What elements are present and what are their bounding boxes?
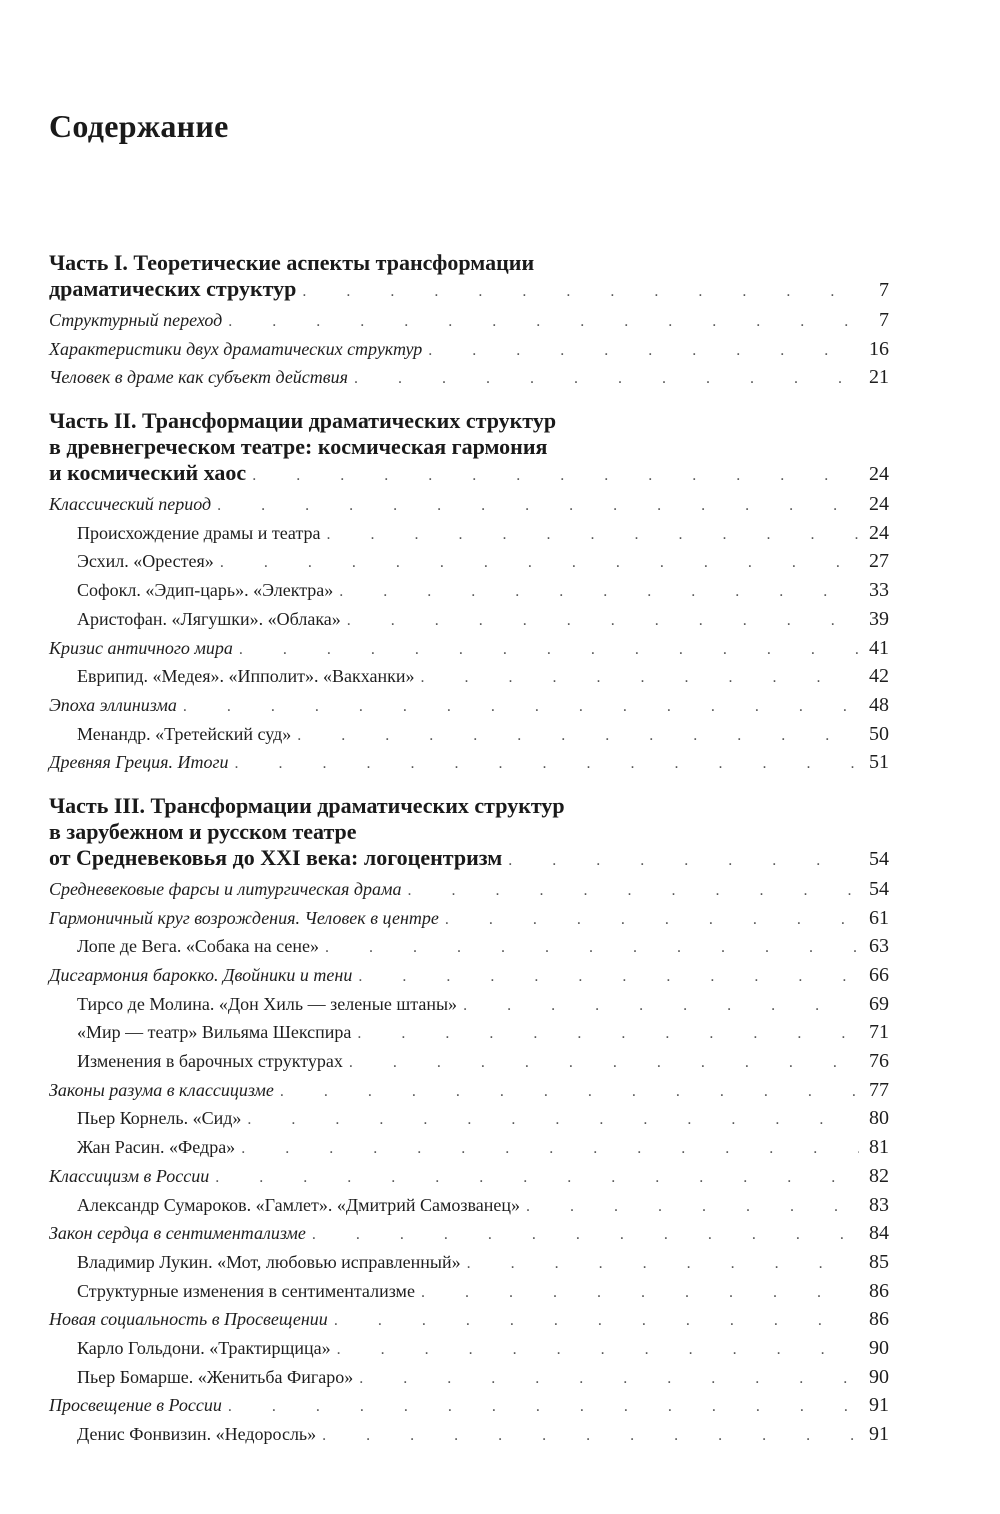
dot-leader [239, 642, 859, 658]
page-number: 41 [869, 636, 889, 659]
page-number: 91 [869, 1423, 889, 1445]
entry-title: Закон сердца в сентиментализме [49, 1223, 306, 1244]
dot-leader [327, 527, 859, 543]
part-heading-line [49, 408, 889, 434]
page-number: 84 [869, 1222, 889, 1245]
page-number: 16 [869, 337, 889, 360]
page-number: 76 [869, 1050, 889, 1073]
toc-section-entry[interactable] [49, 634, 889, 663]
toc-subsection-entry[interactable] [49, 720, 889, 749]
entry-title: Древняя Греция. Итоги [49, 752, 229, 773]
part-heading-line [49, 250, 889, 276]
entry-title: Жан Расин. «Федра» [77, 1137, 236, 1158]
dot-leader [217, 498, 859, 514]
dot-leader [297, 728, 859, 744]
entry-title: Карло Гольдони. «Трактирщица» [77, 1337, 331, 1358]
toc-section-entry[interactable] [49, 748, 889, 777]
toc-subsection-entry[interactable] [49, 519, 889, 548]
toc-part-heading[interactable] [49, 793, 889, 872]
dot-leader [421, 1285, 859, 1301]
entry-title: Структурный переход [49, 310, 223, 330]
page-number: 27 [869, 550, 889, 573]
entry-title: Александр Сумароков. «Гамлет». «Дмитрий Самозванец» [77, 1194, 520, 1215]
page-number: 66 [869, 964, 889, 986]
toc-section-entry[interactable] [49, 1162, 889, 1191]
dot-leader [463, 998, 859, 1014]
entry-title: Классицизм в России [49, 1165, 210, 1186]
dot-leader [354, 371, 859, 387]
page-number: 50 [869, 722, 889, 745]
dot-leader [408, 883, 860, 899]
page-number: 61 [869, 906, 889, 929]
entry-title: Новая социальность в Просвещении [49, 1309, 328, 1330]
page-number: 24 [869, 521, 889, 544]
toc-subsection-entry[interactable] [49, 1133, 889, 1162]
dot-leader [228, 1399, 859, 1415]
dot-leader [347, 613, 859, 629]
toc-subsection-entry[interactable] [49, 1018, 889, 1047]
toc-section-entry[interactable] [49, 904, 889, 933]
page-number: 71 [869, 1021, 889, 1044]
page-number: 39 [869, 607, 889, 630]
page-number: 90 [869, 1365, 889, 1388]
page-number: 54 [869, 877, 889, 900]
entry-title: Пьер Бомарше. «Женитьба Фигаро» [77, 1366, 354, 1387]
dot-leader [421, 670, 859, 686]
entry-title: Просвещение в России [49, 1395, 222, 1416]
entry-title: Гармоничный круг возрождения. Человек в центре [49, 907, 439, 928]
page-number: 24 [869, 493, 889, 516]
toc-subsection-entry[interactable] [49, 1363, 889, 1392]
page-title: Содержание [49, 108, 229, 144]
entry-title: Средневековые фарсы и литургическая драма [49, 878, 402, 899]
part-heading-text: и космический хаос [49, 460, 247, 486]
entry-title: Еврипид. «Медея». «Ипполит». «Вакханки» [77, 666, 415, 687]
toc-section-entry[interactable] [49, 1391, 889, 1420]
page-number: 80 [869, 1107, 889, 1130]
entry-title: Пьер Корнель. «Сид» [77, 1108, 242, 1129]
part-heading-line [49, 793, 889, 819]
page-number: 48 [869, 693, 889, 716]
dot-leader [428, 343, 859, 359]
toc-section-entry[interactable] [49, 1076, 889, 1105]
dot-leader [183, 699, 859, 715]
toc-subsection-entry[interactable] [49, 1047, 889, 1076]
dot-leader [280, 1084, 859, 1100]
page-number: 63 [869, 935, 889, 958]
entry-title: Характеристики двух драматических структур [49, 338, 423, 359]
part-heading-text: Часть I. Теоретические аспекты трансформации [49, 250, 535, 275]
toc-part-heading[interactable] [49, 408, 889, 487]
entry-title: Происхождение драмы и театра [77, 522, 321, 543]
dot-leader [325, 940, 859, 956]
dot-leader [467, 1256, 859, 1272]
entry-title: Менандр. «Третейский суд» [77, 723, 292, 744]
entry-title: Аристофан. «Лягушки». «Облака» [77, 608, 341, 629]
page-number: 77 [869, 1078, 889, 1101]
page-number: 86 [869, 1279, 889, 1302]
dot-leader [322, 1428, 859, 1444]
toc-subsection-entry[interactable] [49, 1191, 889, 1220]
dot-leader [215, 1170, 859, 1186]
entry-title: Эсхил. «Орестея» [77, 551, 214, 572]
part-heading-text: Часть III. Трансформации драматических структур [49, 792, 565, 818]
toc-section-entry[interactable] [49, 1305, 889, 1334]
page-number: 7 [879, 279, 889, 301]
entry-title: Дисгармония барокко. Двойники и тени [49, 965, 353, 985]
toc-section-entry[interactable] [49, 363, 889, 392]
toc-section-entry[interactable] [49, 875, 889, 904]
toc-section-entry[interactable] [49, 961, 889, 990]
toc-subsection-entry[interactable] [49, 547, 889, 576]
page-number: 90 [869, 1336, 889, 1359]
part-heading-line [49, 819, 889, 845]
toc-section-entry[interactable] [49, 306, 889, 335]
toc-subsection-entry[interactable] [49, 1104, 889, 1133]
part-heading-line [49, 434, 889, 460]
dot-leader [357, 1026, 859, 1042]
dot-leader [508, 853, 859, 869]
page-number: 33 [869, 579, 889, 602]
entry-title: Эпоха эллинизма [49, 694, 177, 715]
dot-leader [445, 912, 859, 928]
dot-leader [220, 555, 859, 571]
dot-leader [358, 969, 859, 985]
page-number: 82 [869, 1164, 889, 1187]
entry-title: Владимир Лукин. «Мот, любовью исправленный» [77, 1251, 461, 1272]
part-heading-text: драматических структур [49, 276, 297, 301]
dot-leader [334, 1313, 859, 1329]
dot-leader [526, 1199, 859, 1215]
entry-title: Денис Фонвизин. «Недоросль» [77, 1424, 317, 1444]
page-number: 91 [869, 1394, 889, 1417]
part-heading-text: от Средневековья до XXI века: логоцентризм [49, 844, 503, 870]
page-number: 7 [879, 309, 889, 331]
toc-section-entry[interactable] [49, 490, 889, 519]
toc-section-entry[interactable] [49, 335, 889, 364]
part-heading-text: в зарубежном и русском театре [49, 818, 357, 844]
part-heading-line [49, 460, 889, 487]
part-heading-text: Часть II. Трансформации драматических структур [49, 408, 557, 434]
toc-subsection-entry[interactable] [49, 990, 889, 1019]
dot-leader [228, 314, 859, 330]
entry-title: Софокл. «Эдип-царь». «Электра» [77, 580, 334, 601]
dot-leader [302, 284, 859, 300]
toc-subsection-entry[interactable] [49, 605, 889, 634]
page-number: 21 [869, 366, 889, 389]
entry-title: Лопе де Вега. «Собака на сене» [77, 936, 319, 957]
dot-leader [349, 1055, 859, 1071]
part-heading-text: в древнегреческом театре: космическая гармония [49, 434, 548, 460]
entry-title: Изменения в барочных структурах [77, 1051, 343, 1072]
toc-subsection-entry[interactable] [49, 662, 889, 691]
entry-title: «Мир — театр» Вильяма Шекспира [77, 1022, 352, 1043]
entry-title: Кризис античного мира [49, 637, 233, 658]
page-number: 83 [869, 1193, 889, 1216]
toc-subsection-entry[interactable] [49, 576, 889, 605]
toc-subsection-entry[interactable] [49, 1248, 889, 1277]
dot-leader [235, 756, 859, 772]
page-number: 42 [869, 665, 889, 688]
entry-title: Тирсо де Молина. «Дон Хиль — зеленые штаны» [77, 993, 458, 1014]
dot-leader [359, 1371, 859, 1387]
toc-subsection-entry[interactable] [49, 1420, 889, 1449]
page-number: 54 [869, 847, 889, 870]
toc-subsection-entry[interactable] [49, 932, 889, 961]
dot-leader [312, 1227, 859, 1243]
toc-part-heading[interactable] [49, 250, 889, 303]
entry-title: Человек в драме как субъект действия [49, 367, 348, 388]
page-number: 24 [869, 463, 889, 486]
toc-section-entry[interactable] [49, 1219, 889, 1248]
page-number: 86 [869, 1308, 889, 1331]
page-number: 81 [869, 1136, 889, 1159]
page-number: 69 [869, 992, 889, 1015]
toc-section-entry[interactable] [49, 691, 889, 720]
dot-leader [337, 1342, 859, 1358]
entry-title: Классический период [49, 494, 212, 515]
dot-leader [252, 468, 859, 484]
dot-leader [247, 1112, 859, 1128]
entry-title: Законы разума в классицизме [49, 1079, 274, 1100]
part-heading-line [49, 845, 889, 872]
page-number: 51 [869, 751, 889, 774]
dot-leader [241, 1141, 859, 1157]
dot-leader [339, 584, 859, 600]
part-heading-line [49, 276, 889, 303]
page-number: 85 [869, 1250, 889, 1273]
toc-subsection-entry[interactable] [49, 1277, 889, 1306]
table-of-contents [49, 250, 889, 1449]
toc-subsection-entry[interactable] [49, 1334, 889, 1363]
entry-title: Структурные изменения в сентиментализме [77, 1280, 415, 1301]
